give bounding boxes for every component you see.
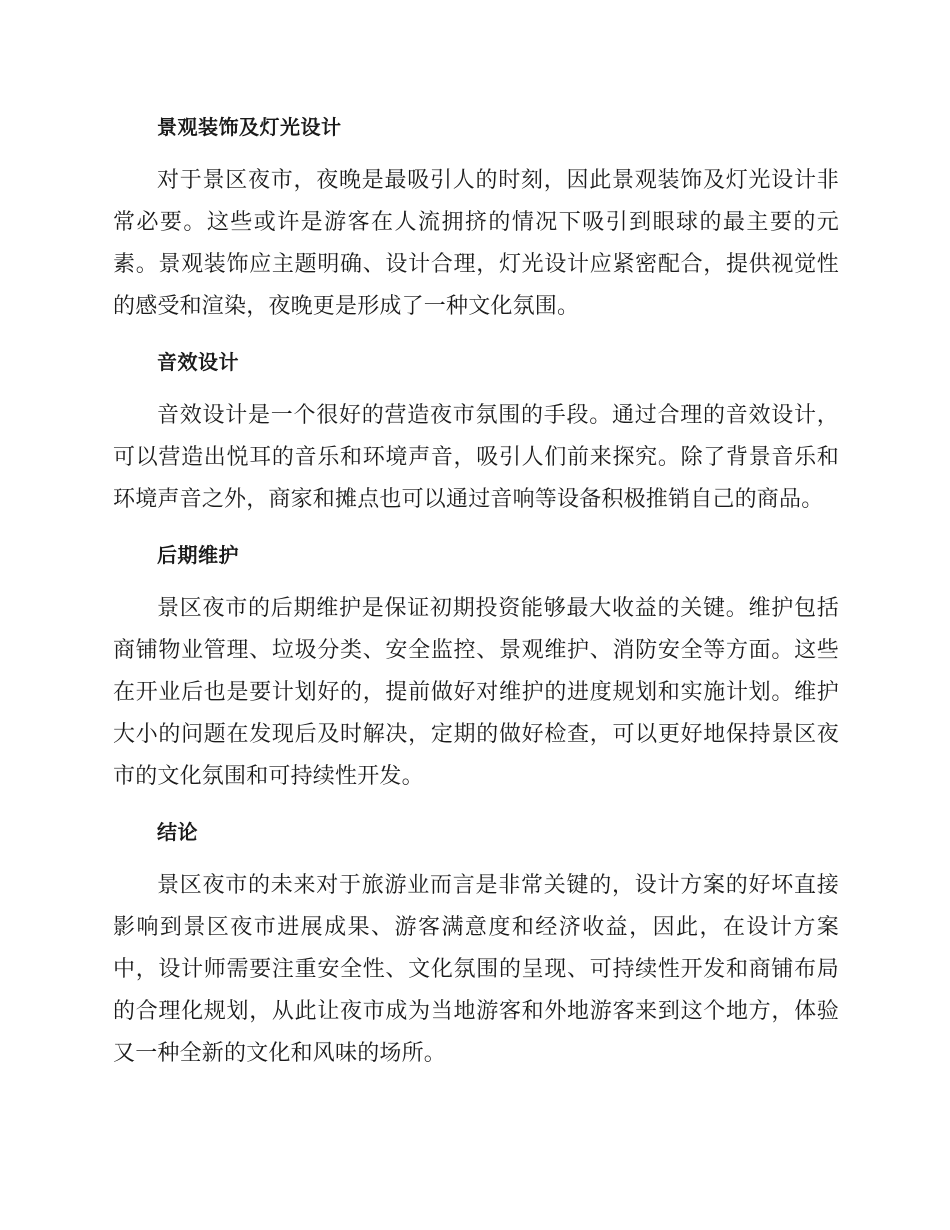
section-maintenance xyxy=(113,534,839,798)
section-conclusion xyxy=(113,811,839,1075)
section-heading: 景观装饰及灯光设计 xyxy=(157,115,342,139)
section-heading: 结论 xyxy=(157,820,198,844)
section-heading: 音效设计 xyxy=(157,350,239,374)
section-paragraph: 音效设计是一个很好的营造夜市氛围的手段。通过合理的音效设计，可以营造出悦耳的音乐和环境声音，吸引人们前来探究。除了背景音乐和环境声音之外，商家和摊点也可以通过音响等设备积极推销自己的商品。 xyxy=(113,403,839,512)
section-paragraph: 景区夜市的后期维护是保证初期投资能够最大收益的关键。维护包括商铺物业管理、垃圾分类、安全监控、景观维护、消防安全等方面。这些在开业后也是要计划好的，提前做好对维护的进度规划和实施计划。维护大小的问题在发现后及时解决，定期的做好检查，可以更好地保持景区夜市的文化氛围和可持续性开发。 xyxy=(113,596,839,789)
section-heading: 后期维护 xyxy=(157,543,239,567)
document-body xyxy=(113,106,839,1088)
section-paragraph: 景区夜市的未来对于旅游业而言是非常关键的，设计方案的好坏直接影响到景区夜市进展成果、游客满意度和经济收益，因此，在设计方案中，设计师需要注重安全性、文化氛围的呈现、可持续性开发和商铺布局的合理化规划，从此让夜市成为当地游客和外地游客来到这个地方，体验又一种全新的文化和风味的场所。 xyxy=(113,873,839,1066)
section-landscape-lighting xyxy=(113,106,839,328)
section-sound-design xyxy=(113,341,839,521)
section-paragraph: 对于景区夜市，夜晚是最吸引人的时刻，因此景观装饰及灯光设计非常必要。这些或许是游客在人流拥挤的情况下吸引到眼球的最主要的元素。景观装饰应主题明确、设计合理，灯光设计应紧密配合，提供视觉性的感受和渲染，夜晚更是形成了一种文化氛围。 xyxy=(113,168,839,319)
